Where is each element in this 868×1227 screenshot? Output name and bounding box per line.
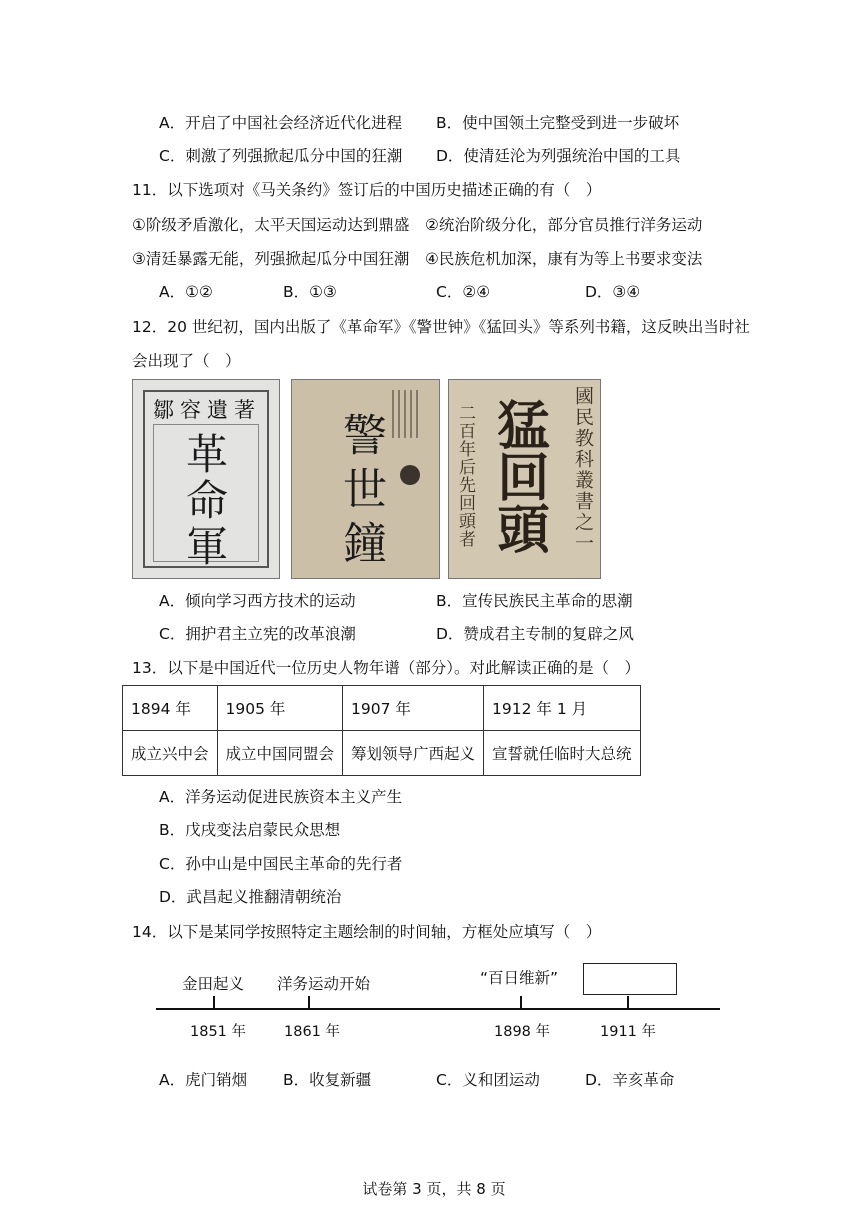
- q13-stem: 13．以下是中国近代一位历史人物年谱（部分）。对此解读正确的是（ ）: [132, 659, 640, 677]
- q12-option-d: D．赞成君主专制的复辟之风: [436, 625, 634, 643]
- q11-option-c: C．②④: [436, 283, 491, 301]
- q14-stem: 14．以下是某同学按照特定主题绘制的时间轴，方框处应填写（ ）: [132, 923, 602, 941]
- table-cell: 1894 年: [123, 686, 218, 731]
- answer-blank-box: [583, 963, 677, 995]
- timeline-year: 1861 年: [284, 1024, 341, 1040]
- q13-option-a: A．洋务运动促进民族资本主义产生: [159, 788, 403, 806]
- seal-icon: [400, 465, 420, 485]
- timeline-event-label: “百日维新”: [480, 969, 559, 987]
- cover-jingshi-zhong: [291, 379, 440, 579]
- q11-option-d: D．③④: [585, 283, 641, 301]
- q11-item-3: ③清廷暴露无能，列强掀起瓜分中国狂潮: [132, 250, 410, 268]
- table-row-events: [123, 731, 641, 776]
- cover-subtitle: 二百年后先回頭者: [455, 404, 475, 548]
- page-footer: 试卷第 3 页，共 8 页: [362, 1180, 506, 1198]
- timeline-year: 1898 年: [494, 1024, 551, 1040]
- q14-option-c: C．义和团运动: [436, 1071, 540, 1089]
- timeline-event-label: 洋务运动开始: [277, 975, 371, 993]
- q12-stem-line1: 12．20 世纪初，国内出版了《革命军》《警世钟》《猛回头》等系列书籍，这反映出当时社: [132, 318, 750, 336]
- q14-option-d: D．辛亥革命: [585, 1071, 675, 1089]
- q13-option-d: D．武昌起义推翻清朝统治: [159, 888, 342, 906]
- q14-option-a: A．虎门销烟: [159, 1071, 248, 1089]
- q11-item-1: ①阶级矛盾激化，太平天国运动达到鼎盛: [132, 216, 410, 234]
- q12-option-a: A．倾向学习西方技术的运动: [159, 592, 356, 610]
- cover-title: 革命軍: [180, 432, 229, 570]
- small-print: [392, 390, 422, 438]
- q11-stem: 11．以下选项对《马关条约》签订后的中国历史描述正确的有（ ）: [132, 181, 602, 199]
- q11-item-2: ②统治阶级分化，部分官员推行洋务运动: [425, 216, 703, 234]
- cover-geming-jun: [132, 379, 280, 579]
- q12-option-b: B．宣传民族民主革命的思潮: [436, 592, 633, 610]
- cover-title: 警世鐘: [335, 412, 386, 574]
- table-cell: 1912 年 1 月: [484, 686, 641, 731]
- cover-series: 國民教科叢書之一: [572, 386, 594, 554]
- timeline-event-label: 金田起义: [182, 975, 245, 993]
- table-cell: 成立兴中会: [123, 731, 218, 776]
- table-row-years: [123, 686, 641, 731]
- cover-meng-huitou: [448, 379, 601, 579]
- table-cell: 1905 年: [217, 686, 343, 731]
- cover-title: 猛回頭: [488, 398, 549, 554]
- q11-item-4: ④民族危机加深，康有为等上书要求变法: [425, 250, 703, 268]
- q13-option-b: B．戊戌变法启蒙民众思想: [159, 821, 341, 839]
- cover-author: 鄒容遺著: [153, 398, 261, 422]
- q10-option-b: B．使中国领土完整受到进一步破坏: [436, 114, 680, 132]
- q13-option-c: C．孙中山是中国民主革命的先行者: [159, 855, 403, 873]
- table-cell: 宣誓就任临时大总统: [484, 731, 641, 776]
- chronology-table: [122, 685, 641, 776]
- timeline-year: 1911 年: [600, 1024, 657, 1040]
- timeline-year: 1851 年: [190, 1024, 247, 1040]
- q12-stem-line2: 会出现了（ ）: [132, 352, 241, 370]
- q11-option-b: B．①③: [283, 283, 337, 301]
- timeline-axis: [156, 1008, 720, 1010]
- table-cell: 筹划领导广西起义: [343, 731, 484, 776]
- q14-option-b: B．收复新疆: [283, 1071, 372, 1089]
- q12-option-c: C．拥护君主立宪的改革浪潮: [159, 625, 356, 643]
- q10-option-d: D．使清廷沦为列强统治中国的工具: [436, 147, 681, 165]
- q11-option-a: A．①②: [159, 283, 213, 301]
- q10-option-c: C．刺激了列强掀起瓜分中国的狂潮: [159, 147, 403, 165]
- q10-option-a: A．开启了中国社会经济近代化进程: [159, 114, 403, 132]
- table-cell: 成立中国同盟会: [217, 731, 343, 776]
- table-cell: 1907 年: [343, 686, 484, 731]
